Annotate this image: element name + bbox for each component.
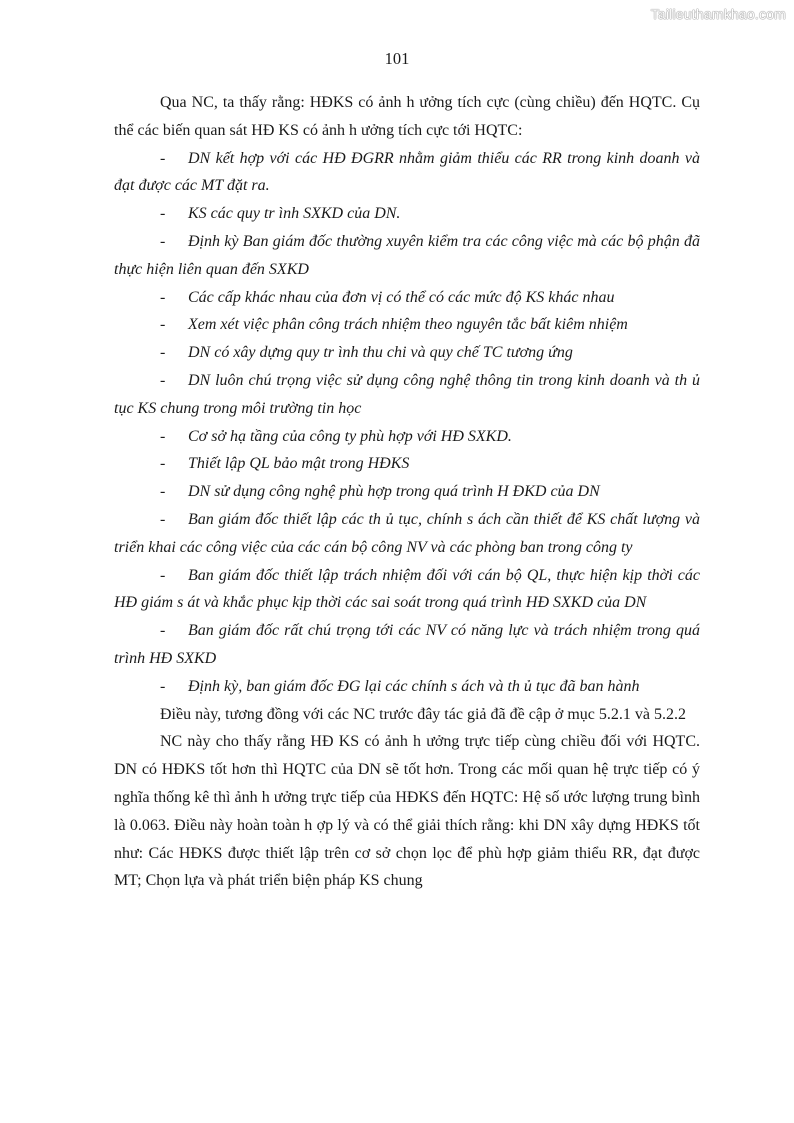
bullet-item [114,450,700,478]
bullet-text: Các cấp khác nhau của đơn vị có thể có các mức độ KS khác nhau [188,288,615,306]
dash-marker: - [160,455,166,473]
body-paragraph: NC này cho thấy rằng HĐ KS có ảnh h ưởng trực tiếp cùng chiều đối với HQTC. DN có HĐKS tốt hơn thì HQTC của DN sẽ tốt hơn. Trong các mối quan hệ trực tiếp có ý nghĩa thống kê thì ảnh h ưởng trực tiếp của HĐKS đến HQTC: Hệ số ước lượng trung bình là 0.063. Điều này hoàn toàn h ợp lý và có thể giải thích rằng: khi DN xây dựng HĐKS tốt như: Các HĐKS được thiết lập trên cơ sở chọn lọc để phù hợp giảm thiểu RR, đạt được MT; Chọn lựa và phát triển biện pháp KS chung [114,733,700,890]
bullet-text: Ban giám đốc rất chú trọng tới các NV có năng lực và trách nhiệm trong quá trình HĐ SXKD [114,622,700,667]
dash-marker: - [160,205,166,223]
dash-marker: - [160,149,166,167]
bullet-text: Cơ sở hạ tầng của công ty phù hợp với HĐ SXKD. [188,427,512,445]
bullet-text: KS các quy tr ình SXKD của DN. [188,205,401,223]
dash-marker: - [160,483,166,501]
bullet-item [114,423,700,451]
bullet-item [114,367,700,423]
bullet-item [114,562,700,618]
watermark: Tailieuthamkhao.com [650,6,786,22]
dash-marker: - [160,288,166,306]
bullet-item [114,673,700,701]
dash-marker: - [160,622,166,640]
dash-marker: - [160,371,166,389]
dash-marker: - [160,566,166,584]
bullet-text: Xem xét việc phân công trách nhiệm theo nguyên tắc bất kiêm nhiệm [188,316,628,334]
dash-marker: - [160,344,166,362]
bullet-item [114,478,700,506]
bullet-text: Thiết lập QL bảo mật trong HĐKS [188,455,410,473]
bullet-item [114,506,700,562]
bullet-item [114,617,700,673]
bullet-text: DN sử dụng công nghệ phù hợp trong quá trình H ĐKD của DN [188,483,600,501]
dash-marker: - [160,316,166,334]
page-number: 101 [384,49,410,68]
bullet-text: DN có xây dựng quy tr ình thu chi và quy chế TC tương ứng [188,344,573,362]
bullet-text: Ban giám đốc thiết lập các th ủ tục, chính s ách cần thiết để KS chất lượng và triển khai các công việc của các cán bộ công NV và các phòng ban trong công ty [114,510,700,556]
bullet-item [114,311,700,339]
bullet-text: Định kỳ Ban giám đốc thường xuyên kiểm tra các công việc mà các bộ phận đã thực hiện liên quan đến SXKD [114,232,700,278]
bullet-text: Định kỳ, ban giám đốc ĐG lại các chính s ách và th ủ tục đã ban hành [188,677,640,695]
dash-marker: - [160,427,166,445]
intro-paragraph: Qua NC, ta thấy rằng: HĐKS có ảnh h ưởng tích cực (cùng chiều) đến HQTC. Cụ thể các biến quan sát HĐ KS có ảnh h ưởng tích cực tới HQTC: [114,94,700,139]
bullet-item [114,339,700,367]
dash-marker: - [160,677,166,695]
bullet-text: DN kết hợp với các HĐ ĐGRR nhằm giảm thiểu các RR trong kinh doanh và đạt được các MT đặt ra. [114,149,700,195]
dash-marker: - [160,510,166,528]
document-body [114,89,700,895]
bullet-item [114,145,700,201]
body-paragraph: Điều này, tương đồng với các NC trước đây tác giả đã đề cập ở mục 5.2.1 và 5.2.2 [160,705,686,723]
bullet-text: Ban giám đốc thiết lập trách nhiệm đối với cán bộ QL, thực hiện kịp thời các HĐ giám s át và khắc phục kịp thời các sai soát trong quá trình HĐ SXKD của DN [114,566,700,612]
bullet-item [114,284,700,312]
bullet-item [114,228,700,284]
bullet-text: DN luôn chú trọng việc sử dụng công nghệ thông tin trong kinh doanh và th ủ tục KS chung trong môi trường tin học [114,371,700,417]
bullet-item [114,200,700,228]
dash-marker: - [160,232,166,250]
